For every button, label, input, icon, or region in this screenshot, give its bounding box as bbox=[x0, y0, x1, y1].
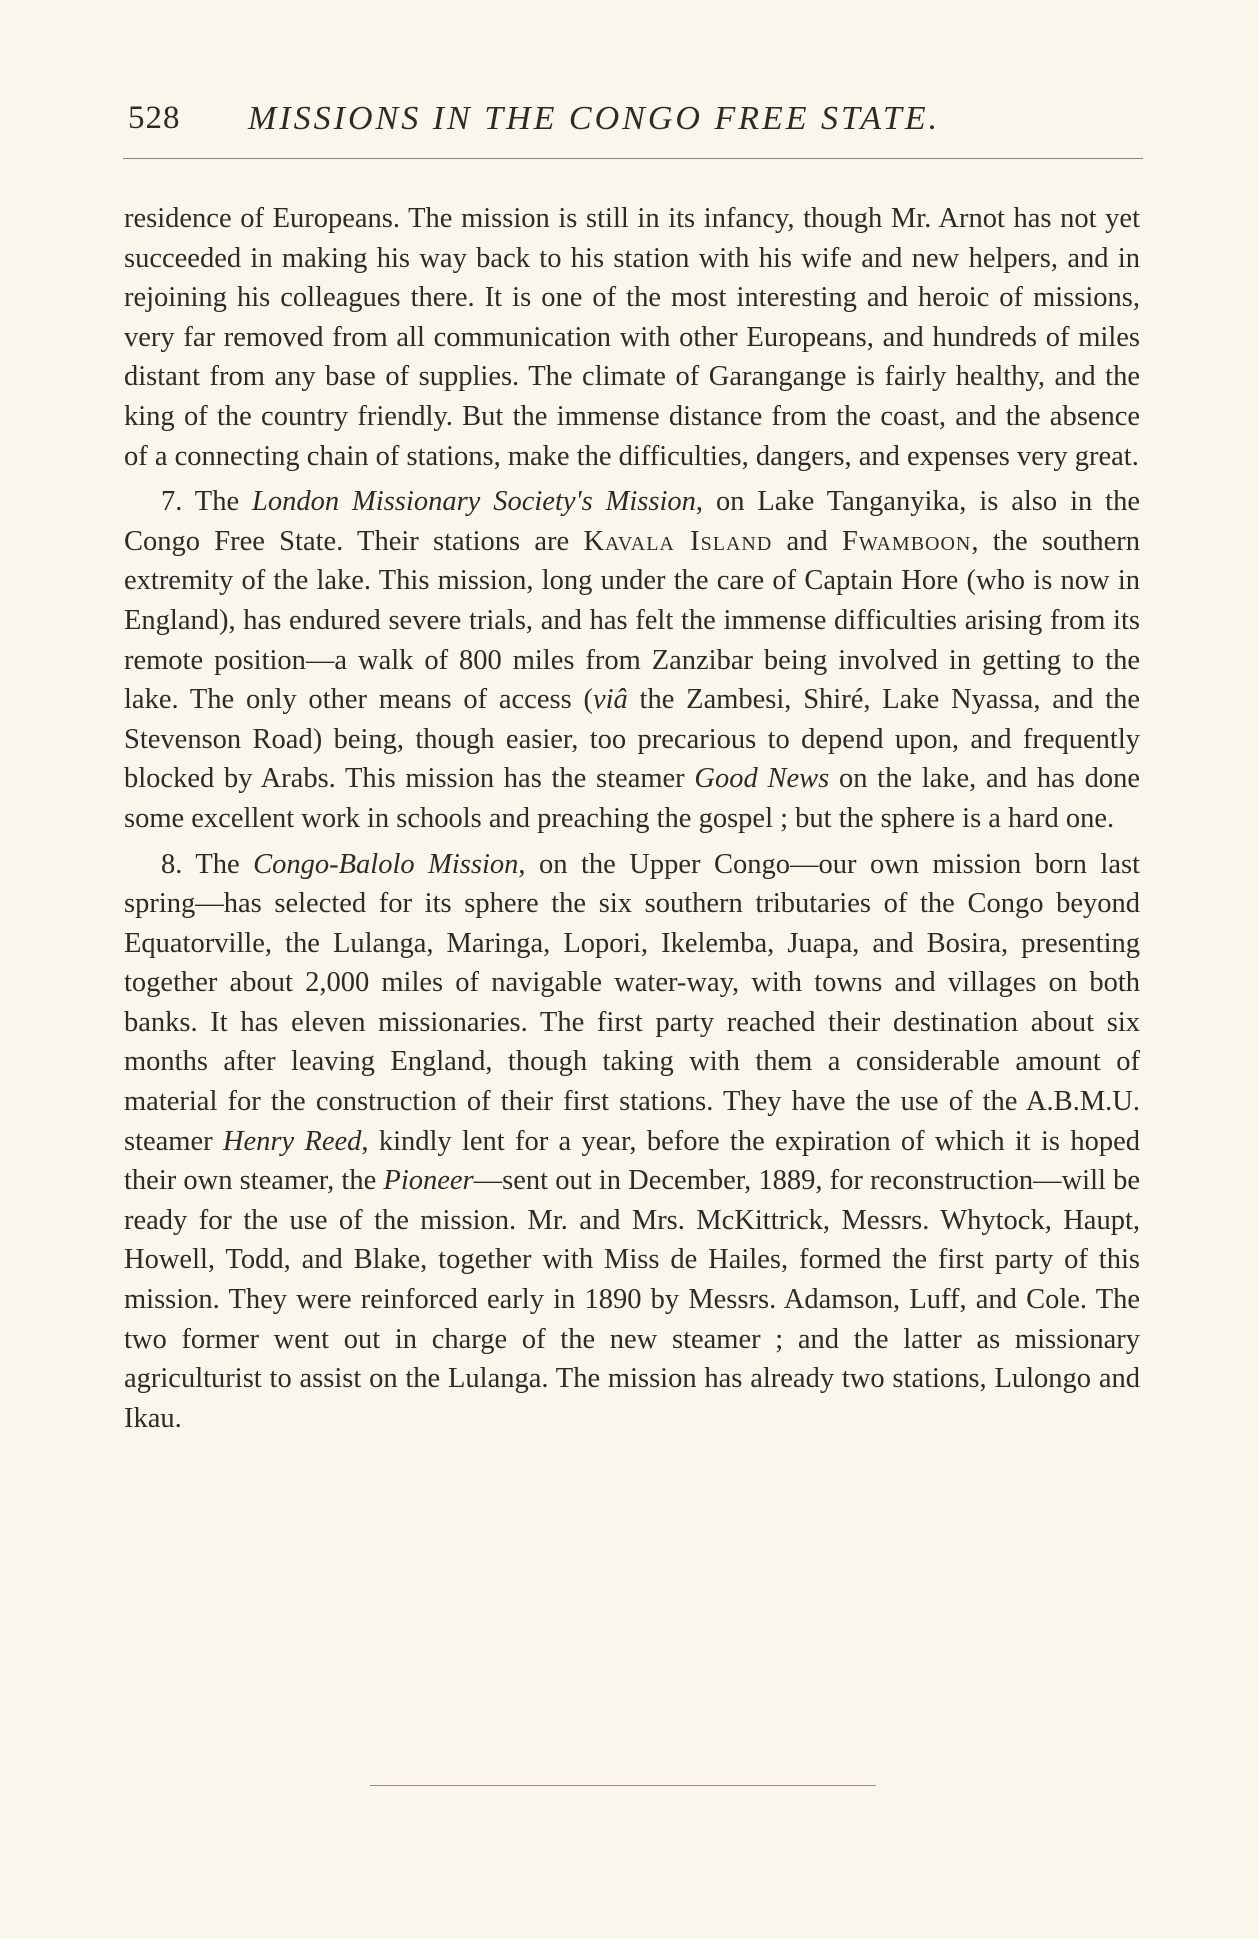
paragraph-london-missionary-society: 7. The London Missionary Society's Mission, on Lake Tanganyika, is also in the Congo Free State. Their stations are Kavala Island and Fwamboon, the southern extremity of the lake. This mission, long under the care of Captain Hore (who is now in England), has endured severe trials, and has felt the immense difficulties arising from its remote position—a walk of 800 miles from Zanzibar being involved in getting to the lake. The only other means of access (viâ the Zambesi, Shiré, Lake Nyassa, and the Stevenson Road) being, though easier, too precarious to depend upon, and frequently blocked by Arabs. This mission has the steamer Good News on the lake, and has done some excellent work in schools and preaching the gospel ; but the sphere is a hard one. bbox=[124, 486, 1141, 834]
place-name: Kavala Island bbox=[583, 525, 773, 557]
latin-term: viâ bbox=[592, 684, 628, 716]
paragraph-congo-balolo-mission: 8. The Congo-Balolo Mission, on the Upper Congo—our own mission born last spring—has selected for its sphere the six southern tributaries of the Congo beyond Equatorville, the Lulanga, Maringa, Lopori, Ikelemba, Juapa, and Bosira, presenting together about 2,000 miles of navigable water-way, with towns and villages on both banks. It has eleven missionaries. The first party reached their destination about six months after leaving England, though taking with them a considerable amount of material for the construction of their first stations. They have the use of the A.B.M.U. steamer Henry Reed, kindly lent for a year, before the expiration of which it is hoped their own steamer, the Pioneer—sent out in December, 1889, for reconstruction—will be ready for the use of the mission. Mr. and Mrs. McKittrick, Messrs. Whytock, Haupt, Howell, Todd, and Blake, together with Miss de Hailes, formed the first party of this mission. They were reinforced early in 1890 by Messrs. Adamson, Luff, and Cole. The two former went out in charge of the new steamer ; and the latter as missionary agriculturist to assist on the Lulanga. The mission has already two stations, Lulongo and Ikau. bbox=[124, 848, 1140, 1434]
running-title: MISSIONS IN THE CONGO FREE STATE. bbox=[248, 100, 941, 137]
steamer-name: Pioneer bbox=[383, 1165, 474, 1197]
place-name: Fwamboon bbox=[841, 525, 972, 557]
body-text bbox=[124, 199, 1140, 1438]
page-number: 528 bbox=[128, 100, 181, 136]
steamer-name: Henry Reed bbox=[222, 1125, 362, 1157]
steamer-name: Good News bbox=[694, 763, 830, 795]
paragraph-continuation: residence of Europeans. The mission is still in its infancy, though Mr. Arnot has not yet succeeded in making his way back to his station with his wife and new helpers, and in rejoining his colleagues there. It is one of the most interesting and heroic of missions, very far removed from all communication with other Europeans, and hundreds of miles distant from any base of supplies. The climate of Garangange is fairly healthy, and the king of the country friendly. But the immense distance from the coast, and the absence of a connecting chain of stations, make the difficulties, dangers, and expenses very great. bbox=[124, 203, 1140, 472]
mission-title: Congo-Balolo Mission bbox=[253, 848, 519, 880]
footer-rule bbox=[370, 1785, 876, 1786]
running-head bbox=[128, 100, 1140, 144]
mission-title: London Missionary Society's Mission bbox=[252, 486, 696, 518]
header-rule bbox=[123, 158, 1143, 159]
